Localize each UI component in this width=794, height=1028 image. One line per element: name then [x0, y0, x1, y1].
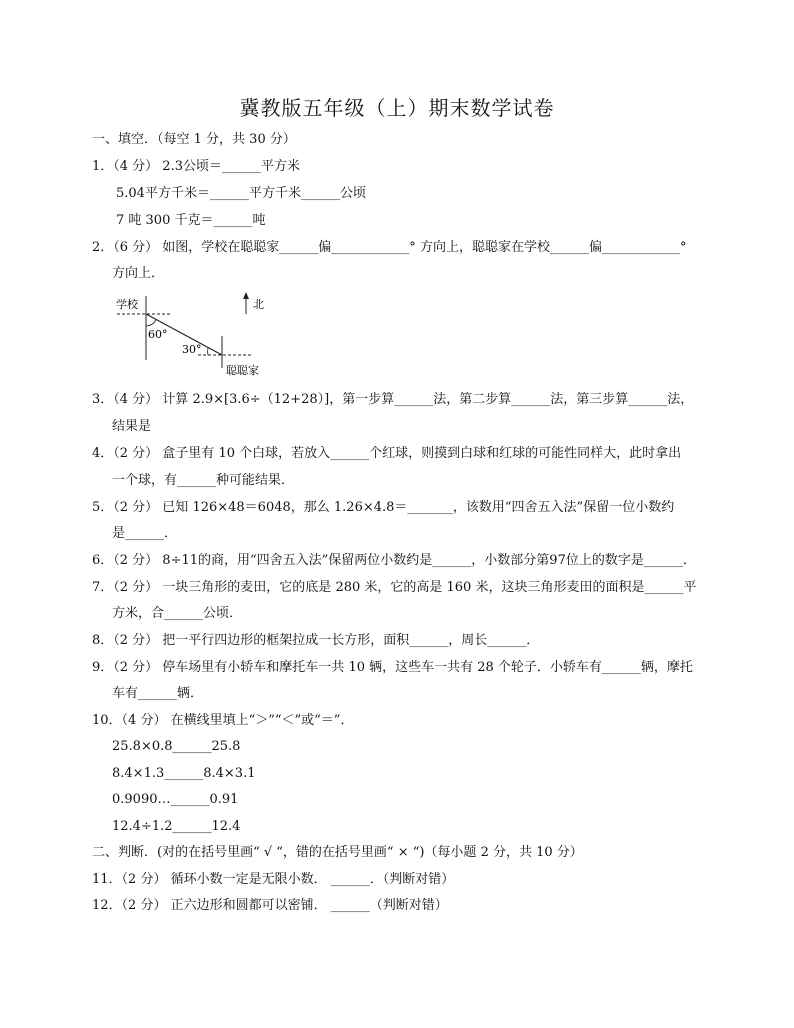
question-9-line-2: 车有______辆．: [112, 686, 204, 701]
question-1-line-2: 5.04平方千米＝______平方千米______公顷: [116, 186, 366, 201]
label-home: 聪聪家: [226, 364, 259, 377]
question-7-line-2: 方米，合______公顷．: [112, 606, 243, 621]
question-2-line-2: 方向上．: [112, 266, 165, 281]
label-angle-30: 30°: [182, 343, 202, 356]
question-3-line-1: 3．（4 分） 计算 2.9×[3.6÷（12+28）]，第一步算______法，第二步算______法，第三步算______法，: [92, 392, 694, 407]
question-9-line-1: 9．（2 分） 停车场里有小轿车和摩托车一共 10 辆，这些车一共有 28 个轮子．小轿车有______辆，摩托: [92, 660, 693, 675]
question-10-item-3: 0.9090…______0.91: [112, 792, 239, 807]
label-school: 学校: [116, 298, 138, 311]
question-10-item-2: 8.4×1.3______8.4×3.1: [112, 766, 256, 781]
question-10: 10．（4 分） 在横线里填上“＞”“＜”或“＝”．: [92, 713, 354, 728]
question-7-line-1: 7．（2 分） 一块三角形的麦田，它的底是 280 米，它的高是 160 米，这块三角形麦田的面积是______平: [92, 580, 697, 595]
question-8: 8．（2 分） 把一平行四边形的框架拉成一长方形，面积______，周长______．: [92, 633, 540, 648]
direction-diagram: [112, 290, 282, 380]
question-12: 12．（2 分） 正六边形和圆都可以密铺． ______（判断对错）: [92, 898, 448, 913]
label-angle-60: 60°: [148, 328, 168, 341]
question-2-line-1: 2．（6 分） 如图，学校在聪聪家______偏____________° 方向上，聪聪家在学校______偏____________°: [92, 240, 687, 255]
question-1-line-1: 1．（4 分） 2.3公顷＝______平方米: [92, 159, 300, 174]
question-4-line-1: 4．（2 分） 盒子里有 10 个白球，若放入______个红球，则摸到白球和红球的可能性同样大，此时拿出: [92, 446, 682, 461]
question-6: 6．（2 分） 8÷11的商，用“四舍五入法”保留两位小数约是______，小数部分第97位上的数字是______．: [92, 553, 696, 568]
question-4-line-2: 一个球，有______种可能结果．: [112, 473, 295, 488]
label-north: 北: [253, 298, 264, 311]
question-5-line-2: 是______．: [112, 526, 178, 541]
question-10-item-4: 12.4÷1.2______12.4: [112, 819, 241, 834]
question-10-item-1: 25.8×0.8______25.8: [112, 739, 241, 754]
question-3-line-2: 结果是: [112, 419, 152, 434]
section-heading-fill-blank: 一、填空．（每空 1 分，共 30 分）: [92, 132, 296, 147]
section-heading-judge: 二、判断．(对的在括号里画“ √ “，错的在括号里画“ × “)（每小题 2 分，共 10 分）: [92, 845, 583, 860]
question-11: 11．（2 分） 循环小数一定是无限小数． ______．（判断对错）: [92, 872, 455, 887]
question-5-line-1: 5．（2 分） 已知 126×48＝6048，那么 1.26×4.8＝_______，该数用“四舍五入法”保留一位小数约: [92, 500, 675, 515]
question-1-line-3: 7 吨 300 千克＝______吨: [116, 213, 266, 228]
page-title: 冀教版五年级（上）期末数学试卷: [239, 96, 555, 120]
